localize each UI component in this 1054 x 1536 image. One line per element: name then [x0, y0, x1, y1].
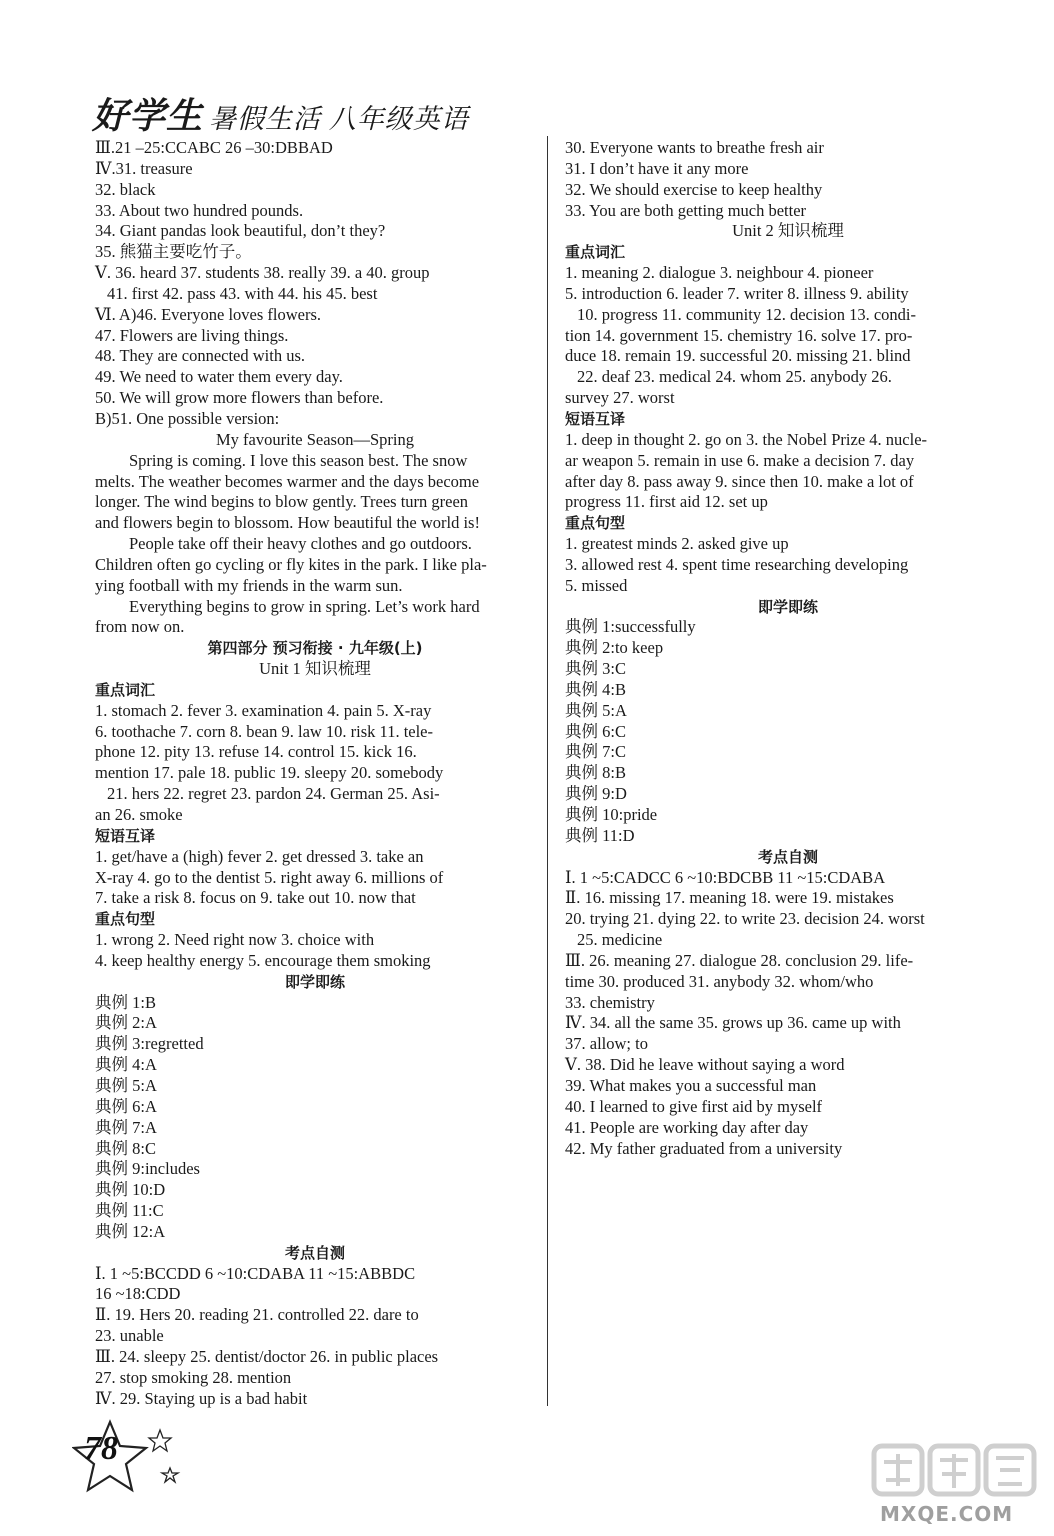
text-line: 48. They are connected with us.	[95, 346, 306, 366]
text-line: 31. I don’t have it any more	[565, 158, 749, 178]
text-line: 33. About two hundred pounds.	[95, 200, 304, 220]
text-line: 50. We will grow more flowers than before.	[95, 388, 384, 408]
text-line: 典例 6:C	[565, 721, 626, 741]
text-line: 重点句型	[95, 910, 156, 929]
text-line: 21. hers 22. regret 23. pardon 24. German 25. Asi-	[107, 784, 440, 804]
text-line: Ⅲ.21 –25:CCABC 26 –30:DBBAD	[95, 138, 333, 157]
text-line: Ⅲ. 26. meaning 27. dialogue 28. conclusion 29. life-	[565, 950, 914, 970]
text-line: 典例 6:A	[95, 1096, 157, 1116]
text-line: Ⅴ. 38. Did he leave without saying a word	[565, 1055, 845, 1075]
text-line: 35. 熊猫主要吃竹子。	[95, 242, 252, 262]
text-line: 典例 9:D	[565, 784, 627, 804]
text-line: 考点自测	[284, 1243, 345, 1262]
text-line: Unit 1 知识梳理	[259, 659, 371, 679]
text-line: 典例 7:C	[565, 742, 626, 762]
text-line: 短语互译	[565, 409, 626, 428]
page-number: 78	[84, 1430, 118, 1467]
text-line: 典例 3:regretted	[95, 1034, 204, 1054]
text-line: Ⅰ. 1 ~5:CADCC 6 ~10:BDCBB 11 ~15:CDABA	[565, 867, 886, 887]
text-line: 典例 12:A	[95, 1221, 166, 1241]
text-line: 即学即练	[284, 972, 345, 991]
text-line: B)51. One possible version:	[95, 408, 280, 428]
text-line: 4. keep healthy energy 5. encourage them smoking	[95, 950, 431, 970]
text-line: survey 27. worst	[565, 388, 675, 408]
right-column	[565, 138, 1011, 1159]
text-line: 32. We should exercise to keep healthy	[565, 179, 823, 199]
text-line: 第四部分 预习衔接 · 九年级(上)	[207, 639, 423, 658]
text-line: Ⅰ. 1 ~5:BCCDD 6 ~10:CDABA 11 ~15:ABBDC	[95, 1263, 416, 1283]
text-line: duce 18. remain 19. successful 20. missing 21. blind	[565, 346, 911, 366]
text-line: 1. deep in thought 2. go on 3. the Nobel Prize 4. nucle-	[565, 429, 928, 449]
text-line: 33. chemistry	[565, 992, 655, 1012]
page-header	[92, 88, 469, 134]
text-line: My favourite Season—Spring	[216, 429, 414, 449]
text-line: tion 14. government 15. chemistry 16. solve 17. pro-	[565, 325, 913, 345]
text-line: 39. What makes you a successful man	[565, 1075, 817, 1095]
text-line: 30. Everyone wants to breathe fresh air	[565, 138, 824, 157]
text-line: 典例 11:C	[95, 1201, 164, 1221]
text-line: Ⅱ. 19. Hers 20. reading 21. controlled 22. dare to	[95, 1305, 419, 1325]
text-line: 典例 5:A	[95, 1075, 157, 1095]
text-line: ying football with my friends in the warm sun.	[95, 575, 403, 595]
text-line: Everything begins to grow in spring. Let’s work hard	[129, 596, 480, 616]
column-divider	[547, 136, 548, 1406]
text-line: 1. greatest minds 2. asked give up	[565, 534, 789, 554]
text-line: 27. stop smoking 28. mention	[95, 1367, 292, 1387]
text-line: progress 11. first aid 12. set up	[565, 492, 768, 512]
book-brand: 好学生	[92, 96, 204, 136]
text-line: 34. Giant pandas look beautiful, don’t they?	[95, 221, 386, 241]
text-line: 37. allow; to	[565, 1034, 648, 1054]
text-line: 1. stomach 2. fever 3. examination 4. pain 5. X-ray	[95, 700, 432, 720]
text-line: 典例 7:A	[95, 1117, 157, 1137]
text-line: phone 12. pity 13. refuse 14. control 15. kick 16.	[95, 742, 417, 762]
text-line: 42. My father graduated from a university	[565, 1138, 843, 1158]
text-line: 典例 10:D	[95, 1180, 166, 1200]
text-line: an 26. smoke	[95, 805, 183, 824]
text-line: 41. People are working day after day	[565, 1117, 809, 1137]
text-line: Ⅴ. 36. heard 37. students 38. really 39. a 40. group	[95, 263, 430, 283]
text-line: 典例 1:B	[95, 992, 156, 1012]
text-line: 典例 8:B	[565, 763, 626, 783]
text-line: 25. medicine	[577, 930, 663, 950]
text-line: 1. get/have a (high) fever 2. get dressed 3. take an	[95, 846, 424, 866]
text-line: mention 17. pale 18. public 19. sleepy 20. somebody	[95, 763, 444, 783]
text-line: 典例 9:includes	[95, 1159, 200, 1179]
text-line: 重点词汇	[95, 680, 156, 699]
text-line: Ⅳ. 29. Staying up is a bad habit	[95, 1388, 308, 1408]
text-line: and flowers begin to blossom. How beautiful the world is!	[95, 513, 480, 533]
text-line: People take off their heavy clothes and go outdoors.	[129, 534, 472, 554]
text-line: Ⅵ. A)46. Everyone loves flowers.	[95, 304, 322, 324]
text-line: 49. We need to water them every day.	[95, 367, 343, 387]
text-line: from now on.	[95, 617, 185, 637]
text-line: 22. deaf 23. medical 24. whom 25. anybody 26.	[577, 367, 892, 387]
text-line: 47. Flowers are living things.	[95, 325, 289, 345]
text-line: time 30. produced 31. anybody 32. whom/who	[565, 971, 874, 991]
text-line: Ⅳ.31. treasure	[95, 158, 193, 178]
text-line: 5. introduction 6. leader 7. writer 8. illness 9. ability	[565, 283, 909, 303]
text-line: 32. black	[95, 179, 156, 199]
text-line: 典例 10:pride	[565, 805, 658, 824]
text-line: ar weapon 5. remain in use 6. make a decision 7. day	[565, 450, 915, 470]
text-line: melts. The weather becomes warmer and the days become	[95, 471, 480, 491]
text-line: 16 ~18:CDD	[95, 1284, 181, 1304]
watermark-text: MXQE.COM	[880, 1502, 1014, 1526]
text-line: 考点自测	[757, 847, 818, 866]
text-line: 典例 11:D	[565, 825, 635, 845]
text-line: 短语互译	[95, 826, 156, 845]
text-line: 33. You are both getting much better	[565, 200, 807, 220]
text-line: 40. I learned to give first aid by myself	[565, 1096, 823, 1116]
text-line: 典例 4:A	[95, 1055, 157, 1075]
text-line: 重点句型	[565, 514, 626, 533]
text-line: X-ray 4. go to the dentist 5. right away 6. millions of	[95, 867, 444, 887]
text-line: 10. progress 11. community 12. decision 13. condi-	[577, 304, 916, 324]
text-line: 3. allowed rest 4. spent time researching developing	[565, 554, 909, 574]
text-line: 典例 1:successfully	[565, 617, 696, 637]
text-line: Ⅲ. 24. sleepy 25. dentist/doctor 26. in public places	[95, 1346, 439, 1366]
text-line: Ⅱ. 16. missing 17. meaning 18. were 19. mistakes	[565, 888, 894, 908]
text-line: 即学即练	[757, 597, 818, 616]
text-line: after day 8. pass away 9. since then 10. make a lot of	[565, 471, 914, 491]
text-line: 重点词汇	[565, 243, 626, 262]
text-line: 41. first 42. pass 43. with 44. his 45. best	[107, 283, 378, 303]
text-line: 典例 4:B	[565, 679, 626, 699]
text-line: 5. missed	[565, 575, 628, 595]
text-line: 典例 3:C	[565, 659, 626, 679]
text-line: 典例 2:A	[95, 1013, 157, 1033]
text-line: 1. meaning 2. dialogue 3. neighbour 4. pioneer	[565, 263, 874, 283]
text-line: 典例 2:to keep	[565, 638, 664, 658]
text-line: 7. take a risk 8. focus on 9. take out 10. now that	[95, 888, 416, 908]
left-column	[95, 138, 535, 1409]
text-line: 6. toothache 7. corn 8. bean 9. law 10. risk 11. tele-	[95, 721, 434, 741]
text-line: Ⅳ. 34. all the same 35. grows up 36. came up with	[565, 1013, 901, 1033]
text-line: Children often go cycling or fly kites in the park. I like pla-	[95, 554, 487, 574]
text-line: Unit 2 知识梳理	[732, 221, 844, 241]
text-line: longer. The wind begins to blow gently. Trees turn green	[95, 492, 469, 512]
text-line: Spring is coming. I love this season best. The snow	[129, 450, 468, 470]
book-subtitle: 暑假生活 八年级英语	[209, 104, 469, 134]
text-line: 23. unable	[95, 1326, 164, 1346]
text-line: 20. trying 21. dying 22. to write 23. decision 24. worst	[565, 909, 925, 929]
text-line: 典例 5:A	[565, 700, 627, 720]
text-line: 典例 8:C	[95, 1138, 156, 1158]
text-line: 1. wrong 2. Need right now 3. choice with	[95, 930, 375, 950]
